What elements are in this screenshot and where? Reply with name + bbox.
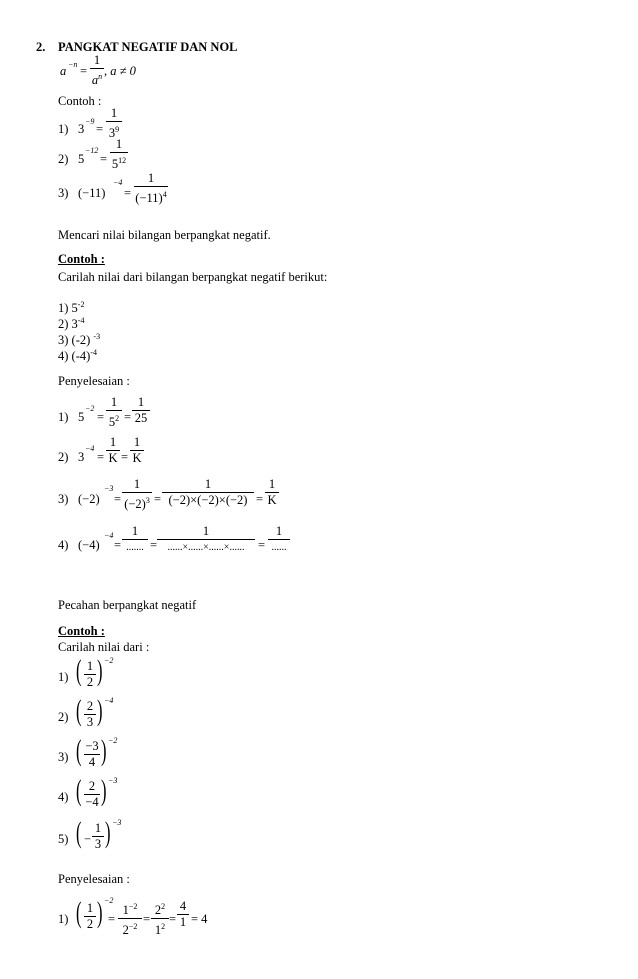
section-number: 2. — [36, 40, 46, 54]
contoh-label-2: Contoh : — [58, 252, 105, 266]
exercise-item: 3) (-2) $^{-3}$ — [58, 332, 101, 347]
def-den: $a^n$ — [91, 72, 103, 87]
item-number: 1) — [58, 122, 69, 136]
item-base: (−11) — [78, 186, 106, 200]
fraction: 1 ......×......×......×...... — [157, 525, 255, 554]
instruction-2: Carilah nilai dari bilangan berpangkat negatif berikut: — [58, 270, 328, 284]
def-eq: = — [80, 64, 88, 78]
item-number: 2) — [58, 152, 69, 166]
fraction: 1 K — [130, 436, 144, 465]
item-exp: −9 — [85, 117, 95, 126]
exercise-item: 2) $3^{-4}$ — [58, 316, 85, 331]
instruction-3: Carilah nilai dari : — [58, 640, 150, 654]
contoh-label-3: Contoh : — [58, 624, 105, 638]
def-fraction — [90, 54, 104, 87]
equals: = — [100, 152, 108, 166]
item-fraction: 1 $5^{12}$ — [111, 137, 127, 171]
equals: = — [124, 186, 132, 200]
fraction: 1 $(-2)^3$ — [122, 478, 152, 511]
fraction: 1 K — [106, 436, 120, 465]
def-lhs: a — [60, 64, 67, 78]
fraction: 1 (−2)×(−2)×(−2) — [162, 478, 254, 507]
item-fraction: 1 $(-11)^4$ — [135, 171, 167, 205]
fraction: 1 K — [265, 478, 279, 507]
item-number: 3) — [58, 186, 69, 200]
exercise-item: 1) $5^{-2}$ — [58, 300, 85, 315]
penyelesaian-label-2: Penyelesaian : — [58, 374, 130, 388]
equals: = — [96, 122, 104, 136]
pecahan-heading: Pecahan berpangkat negatif — [58, 598, 197, 612]
contoh-label-1: Contoh : — [58, 94, 102, 108]
fraction: 1 ...... — [268, 525, 290, 554]
fraction: 1 25 — [132, 396, 150, 425]
item-exp: −4 — [113, 178, 123, 187]
fraction: 1 ....... — [122, 525, 148, 554]
exercise-item: 4) $(-4)^{-4}$ — [58, 348, 97, 363]
def-lhs-exp: −n — [68, 60, 78, 69]
fraction: 1 $5^2$ — [106, 396, 122, 429]
mencari-heading: Mencari nilai bilangan berpangkat negatif. — [58, 228, 271, 242]
def-condition: , a ≠ 0 — [104, 64, 136, 78]
def-num: 1 — [93, 53, 101, 67]
item-exp: −12 — [85, 146, 99, 155]
section-title: PANGKAT NEGATIF DAN NOL — [58, 40, 238, 54]
item-base: 5 — [78, 152, 85, 166]
item-fraction: 1 $3^9$ — [106, 107, 122, 140]
item-base: 3 — [78, 122, 85, 136]
penyelesaian-label-3: Penyelesaian : — [58, 872, 130, 886]
